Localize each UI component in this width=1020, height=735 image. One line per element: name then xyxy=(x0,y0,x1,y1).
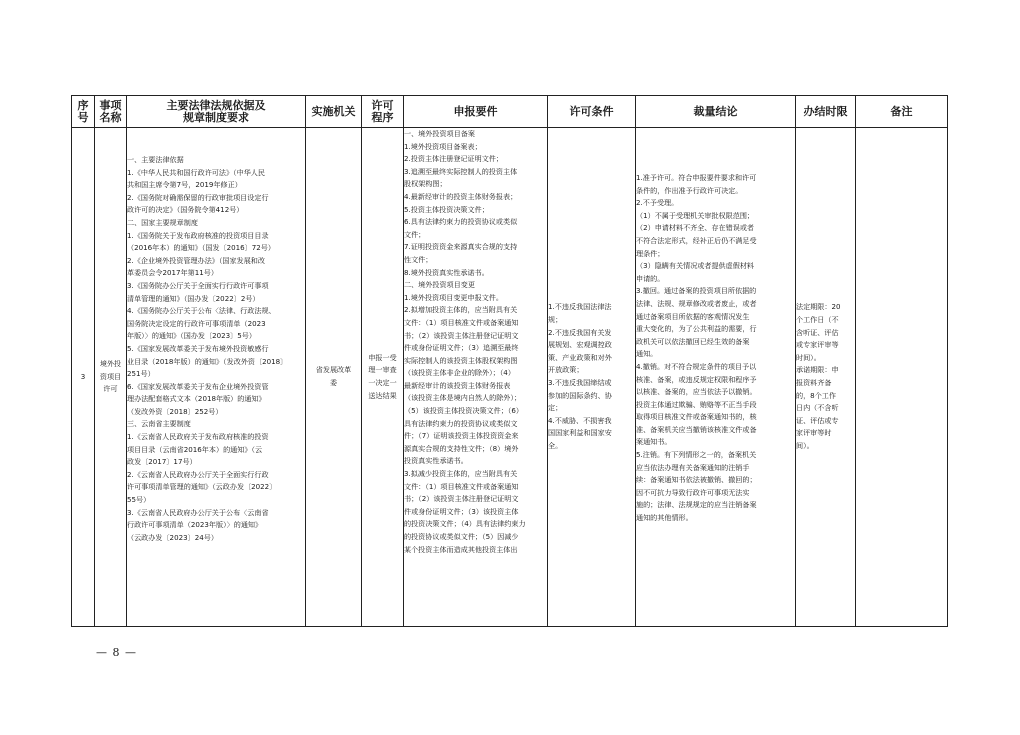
cell-conclusion xyxy=(636,128,796,627)
cell-text-line: 件；（7）证明该投资主体投资资金来 xyxy=(404,431,519,441)
cell-text-line: 的投资协议或类似文件；（5）因减少 xyxy=(404,532,519,541)
cell-text-line: 251号） xyxy=(127,369,155,379)
cell-text-line: 文件：（1）项目核准文件或备案通知 xyxy=(404,481,519,491)
cell-text-line: 三、云南省主要制度 xyxy=(127,419,191,429)
cell-text-line: 革委员会令2017年第11号） xyxy=(127,268,218,278)
cell-item-name: 境外投 资项目 许可 xyxy=(95,128,127,627)
cell-text-line: （发改外资〔2018〕252号） xyxy=(127,406,223,416)
cell-text-line: 一、主要法律依据 xyxy=(127,155,184,164)
cell-text-line: 2.拟增加投资主体的，应当附具有关 xyxy=(404,305,518,315)
cell-text-line: 规； xyxy=(548,315,563,325)
cell-text-line: 理办法配套格式文本（2018年版）的通知》 xyxy=(127,394,266,404)
cell-text-line: 开放政策； xyxy=(548,365,584,375)
cell-text-line: 2.投资主体注册登记证明文件； xyxy=(404,154,503,164)
header-law-basis: 主要法律法规依据及 规章制度要求 xyxy=(127,96,306,128)
cell-text-line: 行政许可事项清单（2023年版）〉的通知》 xyxy=(127,520,263,530)
cell-text-line: （该投资主体非企业的除外）；（4） xyxy=(404,368,515,378)
cell-text-line: （3）隐瞒有关情况或者提供虚假材料 xyxy=(636,261,755,271)
cell-text-line: 实际控制人的该投资主体股权架构图 xyxy=(404,355,518,365)
cell-text-line: 1.《中华人民共和国行政许可法》（中华人民 xyxy=(127,167,265,177)
cell-text-line: 业目录（2018年版）的通知》（发改外资〔2018〕 xyxy=(127,356,288,366)
cell-text-line: 4.《国务院办公厅关于公布〈法律、行政法规、 xyxy=(127,306,276,316)
cell-text-line: 施的；法律、法规规定的应当注销备案 xyxy=(636,500,757,510)
cell-text-line: 定； xyxy=(548,403,563,413)
cell-text-line: 重大变化的，为了公共利益的需要，行 xyxy=(636,324,757,334)
cell-agency: 省发展改革 委 xyxy=(306,128,362,627)
cell-text-line: 文件； xyxy=(404,229,426,239)
cell-text-line: 的投资决策文件；（4）具有法律约束力 xyxy=(404,519,526,529)
cell-procedure: 申报一受 理一审查 一决定一 送达结果 xyxy=(362,128,404,627)
cell-text-line: 6.《国家发展改革委关于发布企业境外投资管 xyxy=(127,381,269,391)
document-page xyxy=(71,95,947,627)
cell-text-line: 参加的国际条约、协 xyxy=(548,390,612,400)
cell-text-line: 申请的。 xyxy=(636,273,665,283)
cell-text-line: 许可事项清单管理的通知》（云政办发〔2022〕 xyxy=(127,482,277,492)
cell-text-line: 5.注销。有下列情形之一的，备案机关 xyxy=(636,450,757,460)
cell-time-limit xyxy=(796,128,856,627)
cell-text-line: 续：备案通知书依法被撤销、撤回的； xyxy=(636,475,757,485)
cell-text-line: 2.《企业境外投资管理办法》（国家发展和改 xyxy=(127,255,265,265)
cell-seq: 3 xyxy=(72,128,95,627)
cell-text-line: 源真实合规的支持性文件；（8）境外 xyxy=(404,443,519,453)
table-header-row xyxy=(72,96,948,128)
cell-text-line: 1.境外投资项目备案表； xyxy=(404,141,482,151)
cell-text-line: 3.不违反我国缔结或 xyxy=(548,378,612,387)
header-agency: 实施机关 xyxy=(306,96,362,128)
cell-text-line: 具有法律约束力的投资协议或类似文 xyxy=(404,418,518,428)
cell-text-line: 时间）。 xyxy=(796,352,821,362)
conclusion-lines xyxy=(636,172,795,525)
cell-text-line: 日内（不含听 xyxy=(796,403,839,413)
cell-text-line: 项目目录（云南省2016年本）的通知》（云 xyxy=(127,444,263,454)
requirements-lines xyxy=(404,128,547,556)
cell-text-line: 政机关可以依法撤回已经生效的备案 xyxy=(636,336,750,346)
cell-text-line: 某个投资主体而造成其他投资主体出 xyxy=(404,544,518,554)
cell-text-line: 国国家利益和国家安 xyxy=(548,428,612,438)
cell-text-line: 通知。 xyxy=(636,349,658,359)
cell-text-line: 投资主体通过欺骗、贿赂等不正当手段 xyxy=(636,399,757,409)
cell-text-line: 不符合法定形式，经补正后仍不满足受 xyxy=(636,235,757,245)
cell-text-line: 2.《云南省人民政府办公厅关于全面实行行政 xyxy=(127,469,269,479)
cell-text-line: 案通知书。 xyxy=(636,437,672,447)
cell-text-line: （1）不属于受理机关审批权限范围； xyxy=(636,210,755,220)
header-seq: 序 号 xyxy=(72,96,95,128)
cell-text-line: 1.《国务院关于发布政府核准的投资项目目录 xyxy=(127,230,269,240)
cell-text-line: 1.不违反我国法律法 xyxy=(548,302,612,312)
cell-text-line: 条件的，作出准予行政许可决定。 xyxy=(636,185,743,195)
cell-remarks xyxy=(856,128,948,627)
cell-text-line: 5.投资主体投资决策文件； xyxy=(404,204,489,214)
cell-text-line: 二、国家主要规章制度 xyxy=(127,217,198,227)
cell-text-line: 4.最新经审计的投资主体财务报表； xyxy=(404,191,518,201)
cell-text-line: 3.撤回。通过备案的投资项目所依据的 xyxy=(636,286,757,296)
cell-text-line: 2.不予受理。 xyxy=(636,198,679,208)
cell-text-line: （该投资主体是境内自然人的除外）； xyxy=(404,393,522,403)
cell-text-line: 投资真实性承诺书。 xyxy=(404,456,468,466)
header-conclusion: 裁量结论 xyxy=(636,96,796,128)
cell-text-line: 件或身份证明文件；（3）追溯至最终 xyxy=(404,343,519,353)
cell-text-line: 2.不违反我国有关发 xyxy=(548,327,612,337)
header-time-limit: 办结时限 xyxy=(796,96,856,128)
page-number: — 8 — xyxy=(96,646,137,659)
cell-text-line: 理条件； xyxy=(636,248,665,258)
cell-text-line: 文件：（1）项目核准文件或备案通知 xyxy=(404,317,519,327)
cell-text-line: 3.《云南省人民政府办公厅关于公布〈云南省 xyxy=(127,507,269,517)
header-item-name: 事项 名称 xyxy=(95,96,127,128)
cell-requirements xyxy=(404,128,548,627)
cell-text-line: 5.《国家发展改革委关于发布境外投资敏感行 xyxy=(127,343,269,353)
cell-text-line: 证、评估或专 xyxy=(796,415,839,425)
cell-text-line: 4.撤销。对不符合规定条件的项目予以 xyxy=(636,361,757,371)
cell-text-line: 法律、法规、规章修改或者废止，或者 xyxy=(636,298,757,308)
cell-text-line: 报资料齐备 xyxy=(796,378,832,387)
cell-text-line: 1.境外投资项目变更申报文件。 xyxy=(404,292,503,302)
cell-text-line: 55号） xyxy=(127,495,151,505)
cell-text-line: 以核准、备案的，应当依法予以撤销。 xyxy=(636,387,757,397)
cell-text-line: 政许可的决定》（国务院令第412号） xyxy=(127,205,244,215)
cell-text-line: 年版）〉的通知》（国办发〔2023〕5号） xyxy=(127,331,256,341)
cell-conditions xyxy=(548,128,636,627)
cell-text-line: 或专家评审等 xyxy=(796,340,839,350)
cell-text-line: 性文件； xyxy=(404,254,433,264)
cell-text-line: 含听证、评估 xyxy=(796,327,839,337)
cell-text-line: 因不可抗力导致行政许可事项无法实 xyxy=(636,487,750,497)
cell-text-line: 取得项目核准文件或备案通知书的，核 xyxy=(636,412,757,422)
cell-text-line: 政发〔2017〕17号） xyxy=(127,457,197,467)
cell-text-line: 6.具有法律约束力的投资协议或类似 xyxy=(404,217,518,227)
cell-text-line: 股权架构图； xyxy=(404,179,447,189)
cell-text-line: 书；（2）该投资主体注册登记证明文 xyxy=(404,330,519,340)
header-requirements: 申报要件 xyxy=(404,96,548,128)
cell-text-line: 件或身份证明文件；（3）该投资主体 xyxy=(404,506,519,516)
cell-text-line: 通过备案项目所依据的客观情况发生 xyxy=(636,311,750,321)
permit-table xyxy=(71,95,948,627)
table-row xyxy=(72,128,948,627)
cell-text-line: 一、境外投资项目备案 xyxy=(404,129,475,138)
header-remarks: 备注 xyxy=(856,96,948,128)
cell-text-line: 2.《国务院对确需保留的行政审批项目设定行 xyxy=(127,192,269,202)
cell-text-line: 7.证明投资资金来源真实合规的支持 xyxy=(404,242,518,252)
cell-text-line: 通知的其他情形。 xyxy=(636,513,693,523)
cell-text-line: 最新经审计的该投资主体财务报表 xyxy=(404,380,511,390)
cell-text-line: 承诺期限：申 xyxy=(796,365,839,375)
cell-text-line: 全。 xyxy=(548,440,563,450)
cell-text-line: 3.追溯至最终实际控制人的投资主体 xyxy=(404,166,518,176)
cell-text-line: 8.境外投资真实性承诺书。 xyxy=(404,267,489,277)
cell-text-line: （云政办发〔2023〕24号） xyxy=(127,532,218,542)
header-procedure: 许可 程序 xyxy=(362,96,404,128)
cell-text-line: 间）。 xyxy=(796,440,814,450)
law-basis-lines xyxy=(127,128,305,544)
cell-text-line: 二、境外投资项目变更 xyxy=(404,280,475,290)
cell-text-line: 核准、备案，或违反规定权限和程序予 xyxy=(636,374,757,384)
cell-text-line: 国务院决定设定的行政许可事项清单（2023 xyxy=(127,318,266,328)
cell-text-line: （5）该投资主体投资决策文件；（6） xyxy=(404,406,523,416)
cell-text-line: 4.不威胁、不损害我 xyxy=(548,415,612,425)
cell-text-line: 共和国主席令第7号，2019年修正） xyxy=(127,180,242,190)
cell-text-line: （2016年本）的通知》（国发〔2016〕72号） xyxy=(127,243,275,253)
cell-text-line: 个工作日（不 xyxy=(796,315,839,325)
cell-text-line: 策、产业政策和对外 xyxy=(548,352,612,362)
cell-text-line: 应当依法办理有关备案通知的注销手 xyxy=(636,462,750,472)
cell-text-line: 的，8个工作 xyxy=(796,390,836,400)
cell-text-line: 3.拟减少投资主体的，应当附具有关 xyxy=(404,469,518,479)
cell-text-line: 清单管理的通知》（国办发〔2022〕2号） xyxy=(127,293,260,303)
cell-text-line: （2）申请材料不齐全、存在错误或者 xyxy=(636,223,755,233)
cell-text-line: 法定期限：20 xyxy=(796,302,841,312)
cell-text-line: 1.《云南省人民政府关于发布政府核准的投资 xyxy=(127,432,269,442)
conditions-lines xyxy=(548,301,635,452)
cell-text-line: 家评审等时 xyxy=(796,428,832,438)
time-limit-lines xyxy=(796,301,855,452)
cell-law-basis xyxy=(127,128,306,627)
cell-text-line: 1.准予许可。符合申报要件要求和许可 xyxy=(636,173,757,182)
cell-text-line: 书；（2）该投资主体注册登记证明文 xyxy=(404,494,519,504)
cell-text-line: 准、备案机关应当撤销该核准文件或备 xyxy=(636,424,757,434)
header-conditions: 许可条件 xyxy=(548,96,636,128)
cell-text-line: 展规划、宏观调控政 xyxy=(548,340,612,350)
cell-text-line: 3.《国务院办公厅关于全面实行行政许可事项 xyxy=(127,280,269,290)
